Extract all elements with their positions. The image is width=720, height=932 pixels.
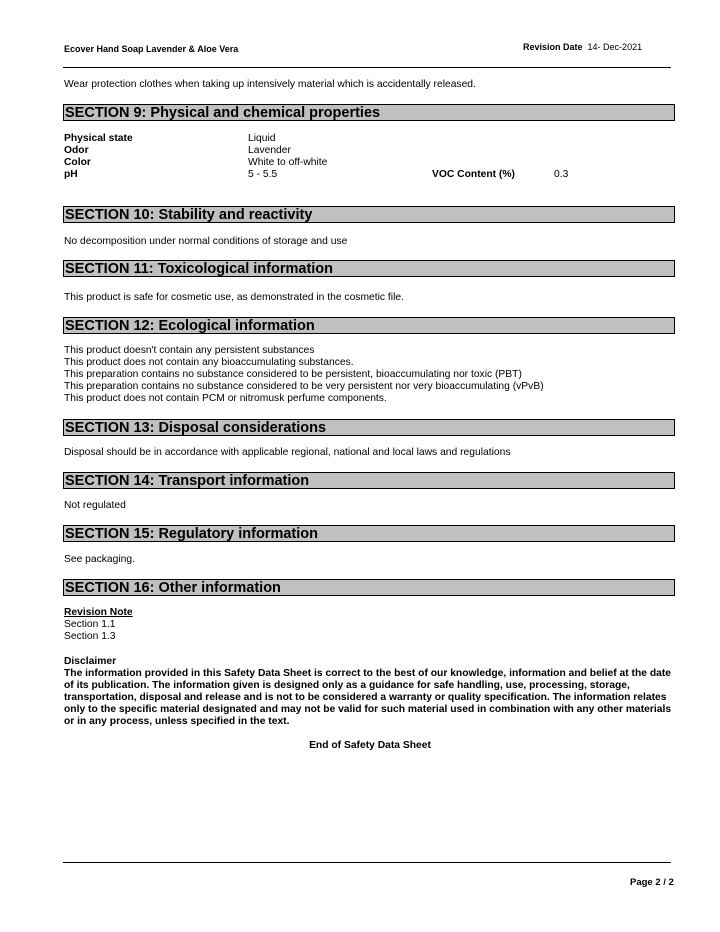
section-10-title: SECTION 10: Stability and reactivity bbox=[65, 207, 313, 223]
section-13-title: SECTION 13: Disposal considerations bbox=[65, 420, 327, 436]
section-16-header bbox=[63, 579, 675, 596]
ecological-line: This preparation contains no substance considered to be persistent, bioaccumulating nor toxic (PBT) bbox=[64, 369, 522, 380]
header-divider bbox=[63, 67, 671, 68]
section-11-text: This product is safe for cosmetic use, as demonstrated in the cosmetic file. bbox=[64, 292, 404, 303]
section-9-header bbox=[63, 104, 675, 121]
revision-date-label: Revision Date bbox=[523, 42, 583, 52]
ecological-line: This preparation contains no substance considered to be very persistent nor very bioaccumulating (vPvB) bbox=[64, 381, 544, 392]
ecological-line: This product does not contain any bioaccumulating substances. bbox=[64, 357, 354, 368]
revision-note-item: Section 1.3 bbox=[64, 631, 116, 642]
section-12-title: SECTION 12: Ecological information bbox=[65, 318, 315, 334]
section-10-header bbox=[63, 206, 675, 223]
property-label: Odor bbox=[64, 145, 89, 156]
section-14-header bbox=[63, 472, 675, 489]
revision-note bbox=[64, 607, 133, 643]
section-12-header bbox=[63, 317, 675, 334]
revision-date bbox=[523, 42, 642, 52]
section-11-header bbox=[63, 260, 675, 277]
section-14-title: SECTION 14: Transport information bbox=[65, 473, 310, 489]
end-of-sheet: End of Safety Data Sheet bbox=[309, 740, 431, 751]
ecological-lines bbox=[64, 345, 544, 405]
section-15-text: See packaging. bbox=[64, 554, 135, 565]
revision-note-item: Section 1.1 bbox=[64, 619, 116, 630]
ecological-line: This product does not contain PCM or nitromusk perfume components. bbox=[64, 393, 387, 404]
section-14-text: Not regulated bbox=[64, 500, 126, 511]
disclaimer-label: Disclaimer bbox=[64, 656, 117, 667]
property-value: White to off-white bbox=[248, 157, 328, 168]
revision-date-value: 14- Dec-2021 bbox=[587, 42, 643, 52]
section-16-title: SECTION 16: Other information bbox=[65, 580, 281, 596]
disclaimer-text: The information provided in this Safety Data Sheet is correct to the best of our knowledge, information and belief at the date of its publication. The information given is designed only as a guidance for safe handling, use, processing, storage, transportation, disposal and release and is not to be considered a warranty or quality specification. The information relates only to the specific material designated and may not be valid for such material used in combination with any other materials or in any process, unless specified in the text. bbox=[64, 668, 672, 727]
page-number: Page 2 / 2 bbox=[630, 877, 674, 888]
section-15-header bbox=[63, 525, 675, 542]
property-label: Color bbox=[64, 157, 91, 168]
ecological-line: This product doesn't contain any persistent substances bbox=[64, 345, 315, 356]
property-value: 5 - 5.5 bbox=[248, 169, 278, 180]
property-label: Physical state bbox=[64, 133, 133, 144]
intro-line: Wear protection clothes when taking up intensively material which is accidentally released. bbox=[64, 79, 476, 90]
voc-value: 0.3 bbox=[554, 169, 569, 180]
revision-note-label: Revision Note bbox=[64, 607, 133, 618]
section-10-text: No decomposition under normal conditions of storage and use bbox=[64, 236, 348, 247]
section-13-text: Disposal should be in accordance with applicable regional, national and local laws and regulations bbox=[64, 447, 511, 458]
property-label: pH bbox=[64, 169, 78, 180]
section-15-title: SECTION 15: Regulatory information bbox=[65, 526, 318, 542]
property-value: Liquid bbox=[248, 133, 276, 144]
voc-label: VOC Content (%) bbox=[432, 169, 515, 180]
section-11-title: SECTION 11: Toxicological information bbox=[65, 261, 334, 277]
section-9-title: SECTION 9: Physical and chemical properties bbox=[65, 105, 381, 121]
section-13-header bbox=[63, 419, 675, 436]
product-name: Ecover Hand Soap Lavender & Aloe Vera bbox=[64, 44, 239, 54]
footer-divider bbox=[63, 862, 671, 863]
property-value: Lavender bbox=[248, 145, 291, 156]
